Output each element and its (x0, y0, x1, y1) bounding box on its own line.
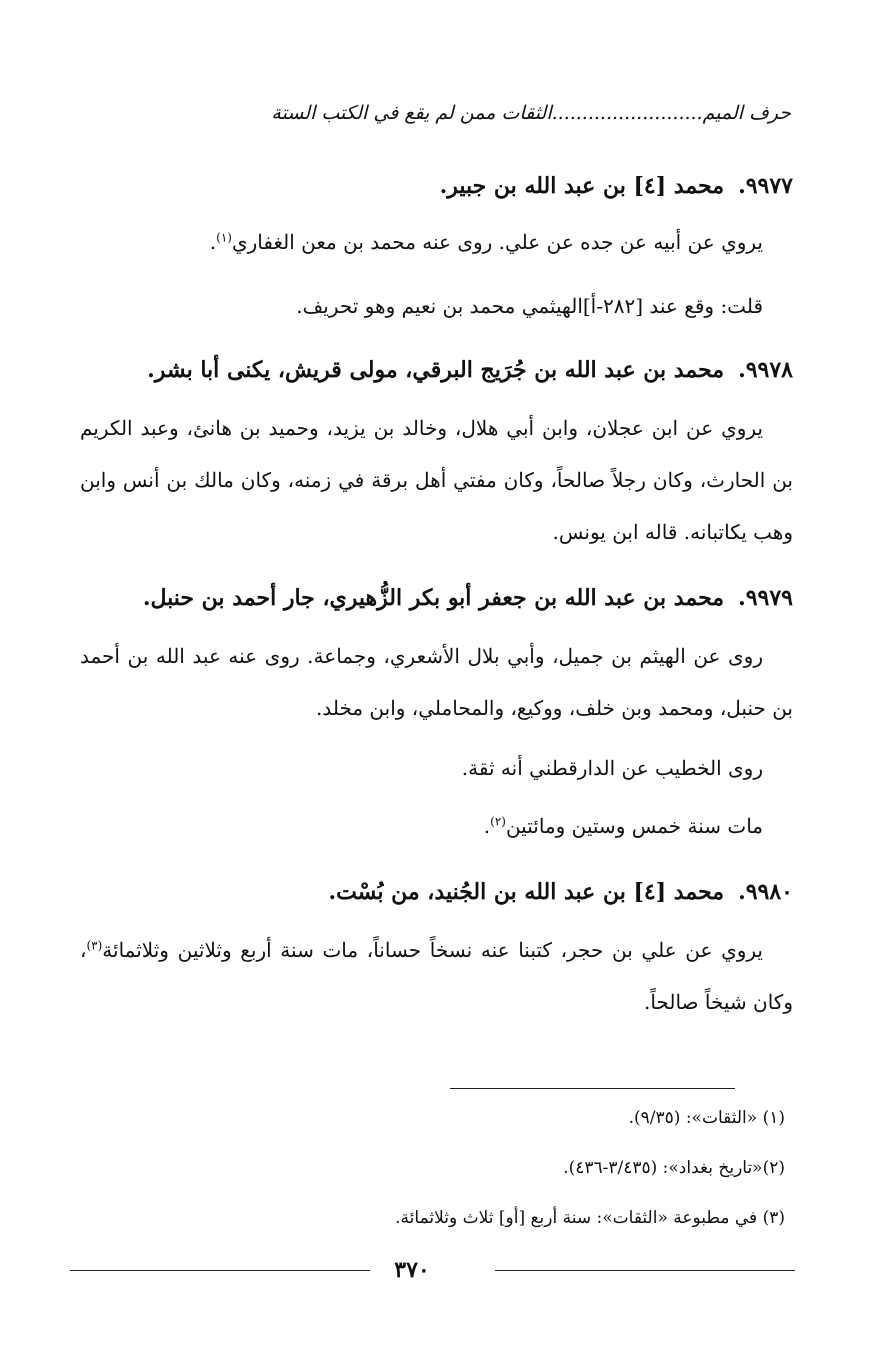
paragraph-text: يروي عن علي بن حجر، كتبنا عنه نسخاً حساناً، مات سنة أربع وثلاثين وثلاثمائة (102, 938, 763, 962)
entry-paragraph (80, 800, 793, 852)
footer-rule-right (495, 1270, 795, 1271)
footnote-3: (٣) في مطبوعة «الثقات»: سنة أربع [أو] ثلاث وثلاثمائة. (395, 1208, 785, 1228)
entry-paragraph: يروي عن ابن عجلان، وابن أبي هلال، وخالد بن يزيد، وحميد بن هانئ، وعبد الكريم بن الحارث، وكان رجلاً صالحاً، وكان مفتي أهل برقة في زمنه، وكان مالك بن أنس وابن وهب يكاتبانه. قاله ابن يونس. (80, 416, 793, 544)
footnote-2: (٢)«تاريخ بغداد»: (٣/٤٣٥-٤٣٦). (563, 1158, 785, 1178)
entry-number: ٩٩٧٩. (738, 585, 793, 611)
footnote-ref: (٣) (86, 938, 103, 953)
entry-title: محمد [٤] بن عبد الله بن الجُنيد، من بُسْت. (328, 879, 725, 905)
paragraph-tail: ، وكان شيخاً صالحاً. (80, 938, 793, 1014)
footnote-separator (450, 1088, 735, 1089)
entry-heading-9979 (143, 580, 793, 616)
footer-rule-left (70, 1270, 370, 1271)
entry-paragraph: روى عن الهيثم بن جميل، وأبي بلال الأشعري، وجماعة. روى عنه عبد الله بن أحمد بن حنبل، ومحمد وبن خلف، ووكيع، والمحاملي، وابن مخلد. (80, 644, 793, 720)
footnote-ref: (١) (216, 230, 232, 245)
paragraph-tail: . (209, 230, 217, 254)
entry-heading-9980 (328, 874, 793, 910)
running-header: حرف الميم.........................الثقات ممن لم يقع في الكتب الستة (271, 102, 791, 124)
paragraph-text: مات سنة خمس وستين ومائتين (505, 814, 763, 838)
footnote-1: (١) «الثقات»: (٩/٣٥). (628, 1108, 785, 1128)
entry-heading-9978 (147, 352, 793, 388)
entry-number: ٩٩٧٨. (738, 357, 793, 383)
entry-paragraph (80, 924, 793, 1028)
entry-paragraph (80, 216, 793, 268)
paragraph-tail: . (483, 814, 491, 838)
page-number: ٣٧٠ (394, 1257, 430, 1283)
footnote-ref: (٢) (490, 814, 506, 829)
entry-paragraph: قلت: وقع عند [٢٨٢-أ]الهيثمي محمد بن نعيم وهو تحريف. (296, 294, 763, 318)
entry-paragraph: روى الخطيب عن الدارقطني أنه ثقة. (461, 756, 763, 780)
entry-title: محمد [٤] بن عبد الله بن جبير. (439, 173, 725, 199)
entry-number: ٩٩٨٠. (738, 879, 793, 905)
paragraph-text: يروي عن أبيه عن جده عن علي. روى عنه محمد بن معن الغفاري (231, 230, 763, 254)
entry-heading-9977 (440, 168, 793, 204)
entry-title: محمد بن عبد الله بن جعفر أبو بكر الزُّهيري، جار أحمد بن حنبل. (142, 585, 725, 611)
entry-number: ٩٩٧٧. (738, 173, 793, 199)
entry-title: محمد بن عبد الله بن جُرَيج البرقي، مولى قريش، يكنى أبا بشر. (147, 357, 725, 383)
